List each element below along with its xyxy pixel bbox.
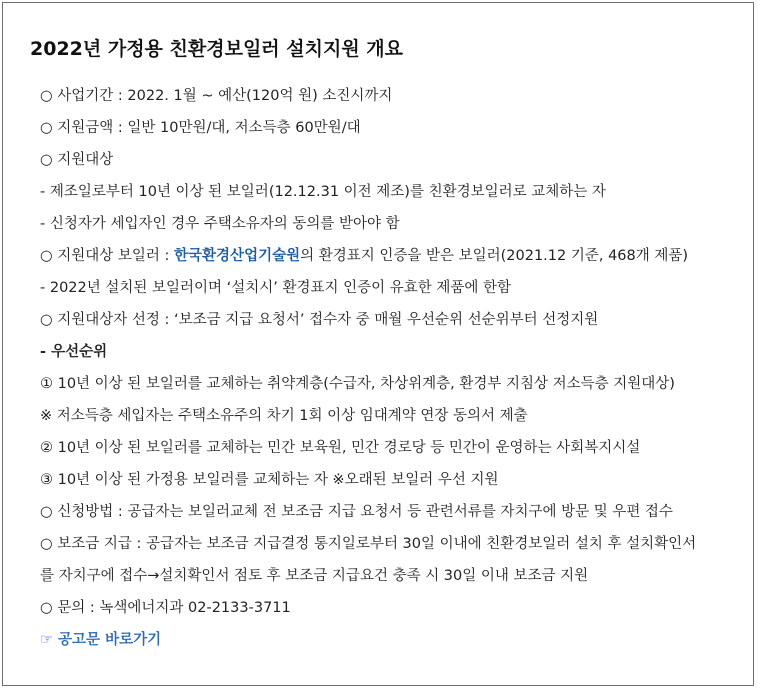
- page-title: 2022년 가정용 친환경보일러 설치지원 개요: [30, 38, 404, 60]
- priority-heading: - 우선순위: [40, 344, 108, 360]
- notice-link[interactable]: ☞ 공고문 바로가기: [40, 632, 162, 648]
- install-condition-line: - 2022년 설치된 보일러이며 ‘설치시’ 환경표지 인증이 유효한 제품에 한함: [40, 280, 512, 296]
- keiti-org-name: 한국환경산업기술원: [174, 248, 301, 264]
- priority-1-note: ※ 저소득층 세입자는 주택소유주의 차기 1회 이상 임대계약 연장 동의서 제출: [40, 408, 528, 424]
- target-condition-1: - 제조일로부터 10년 이상 된 보일러(12.12.31 이전 제조)를 친환경보일러로 교체하는 자: [40, 184, 606, 200]
- application-method-line: ○ 신청방법 : 공급자는 보일러교체 전 보조금 지급 요청서 등 관련서류를 자치구에 방문 및 우편 접수: [40, 504, 673, 520]
- selection-line: ○ 지원대상자 선정 : ‘보조금 지급 요청서’ 접수자 중 매월 우선순위 선순위부터 선정지원: [40, 312, 599, 328]
- subsidy-payment-line: ○ 보조금 지급 : 공급자는 보조금 지급결정 통지일로부터 30일 이내에 친환경보일러 설치 후 설치확인서: [40, 536, 697, 552]
- priority-3: ③ 10년 이상 된 가정용 보일러를 교체하는 자 ※오래된 보일러 우선 지원: [40, 472, 499, 488]
- priority-1: ① 10년 이상 된 보일러를 교체하는 취약계층(수급자, 차상위계층, 환경부 지침상 저소득층 지원대상): [40, 376, 675, 392]
- target-boiler-line: [40, 246, 688, 266]
- target-heading: ○ 지원대상: [40, 152, 114, 168]
- subsidy-payment-continued: 를 자치구에 접수→설치확인서 점토 후 보조금 지급요건 충족 시 30일 이내 보조금 지원: [40, 568, 589, 584]
- target-boiler-suffix: 의 환경표지 인증을 받은 보일러(2021.12 기준, 468개 제품): [300, 248, 689, 264]
- priority-2: ② 10년 이상 된 보일러를 교체하는 민간 보육원, 민간 경로당 등 민간이 운영하는 사회복지시설: [40, 440, 641, 456]
- period-line: ○ 사업기간 : 2022. 1월 ~ 예산(120억 원) 소진시까지: [40, 88, 393, 104]
- target-boiler-prefix: ○ 지원대상 보일러 :: [40, 248, 175, 264]
- contact-line: ○ 문의 : 녹색에너지과 02-2133-3711: [40, 600, 291, 616]
- target-condition-2: - 신청자가 세입자인 경우 주택소유자의 동의를 받아야 함: [40, 216, 400, 232]
- amount-line: ○ 지원금액 : 일반 10만원/대, 저소득층 60만원/대: [40, 120, 361, 136]
